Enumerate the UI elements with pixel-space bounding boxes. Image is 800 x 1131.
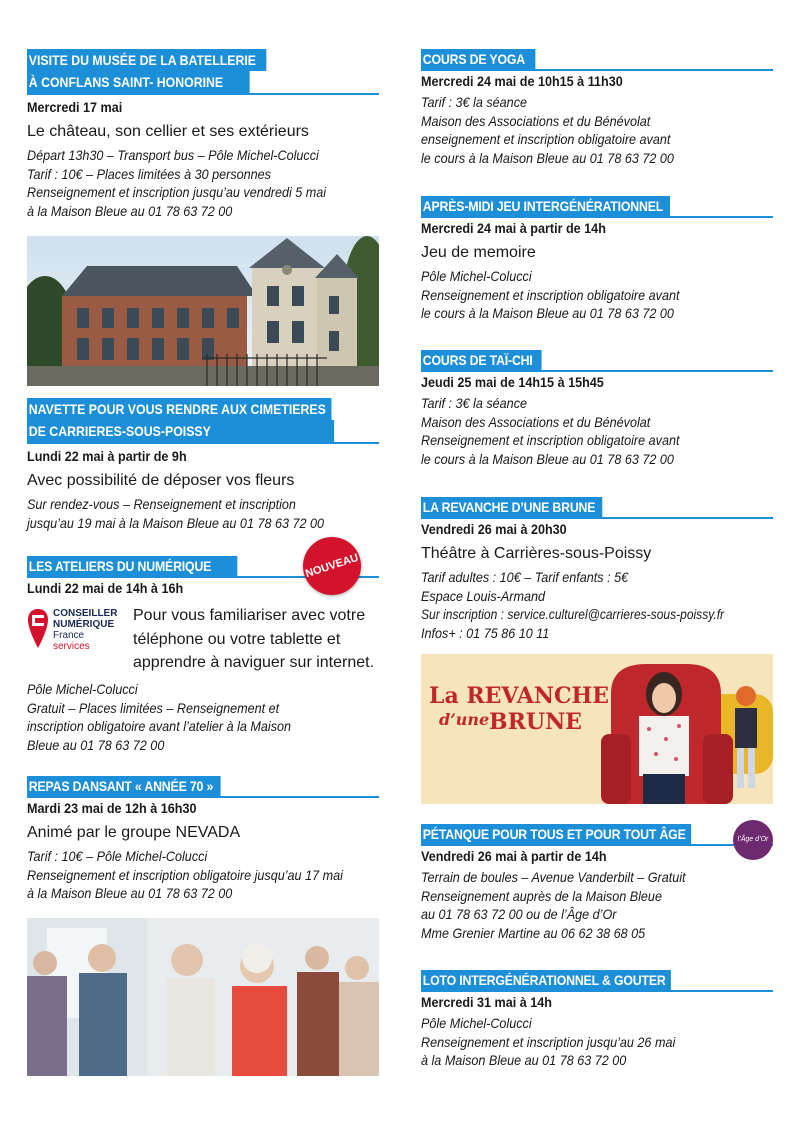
nouveau-badge: NOUVEAU <box>295 529 368 602</box>
event-info-line: Mme Grenier Martine au 06 62 38 68 05 <box>421 924 646 941</box>
event-info-line: inscription obligatoire avant l’atelier à la Maison <box>27 718 292 734</box>
event-subtitle: Le château, son cellier et ses extérieurs <box>27 123 309 140</box>
event-info-line: Tarif : 3€ la séance <box>421 395 528 411</box>
event-info-line: Renseignement et inscription jusqu’au 26 mai <box>421 1033 676 1050</box>
event-musee-batellerie <box>27 49 379 220</box>
event-date: Mercredi 31 mai à 14h <box>421 994 552 1010</box>
event-repas-dansant <box>27 776 379 903</box>
event-date: Vendredi 26 mai à partir de 14h <box>421 848 607 864</box>
event-info-line: Renseignement et inscription obligatoire avant <box>421 286 680 303</box>
event-info-line: enseignement et inscription obligatoire avant <box>421 131 671 147</box>
event-info-line: Sur inscription : service.culturel@carrieres-sous-poissy.fr <box>421 606 725 622</box>
conseiller-numerique-logo <box>27 608 117 652</box>
description-line: téléphone ou votre tablette et <box>133 630 341 648</box>
event-header <box>27 776 379 796</box>
event-info-line: Tarif : 10€ – Places limitées à 30 personnes <box>27 165 271 182</box>
event-subtitle: Avec possibilité de déposer vos fleurs <box>27 472 295 489</box>
event-petanque <box>421 824 773 942</box>
event-info-line: Départ 13h30 – Transport bus – Pôle Michel-Colucci <box>27 147 319 163</box>
event-header <box>27 49 379 94</box>
event-title: PÉTANQUE POUR TOUS ET POUR TOUT ÂGE <box>421 824 691 844</box>
logo-text: NUMÉRIQUE <box>53 619 115 630</box>
event-info-line: le cours à la Maison Bleue au 01 78 63 72 00 <box>421 305 674 321</box>
event-date: Jeudi 25 mai de 14h15 à 15h45 <box>421 374 604 390</box>
event-title: REPAS DANSANT « ANNÉE 70 » <box>27 776 220 796</box>
event-title: LES ATELIERS DU NUMÉRIQUE <box>27 556 238 576</box>
logo-text: France <box>53 630 85 641</box>
event-navette-cimetieres <box>27 398 379 532</box>
event-header <box>421 824 773 844</box>
event-info-line: Terrain de boules – Avenue Vanderbilt – Gratuit <box>421 869 686 885</box>
event-title: LOTO INTERGÉNÉRATIONNEL & GOUTER <box>421 970 671 990</box>
event-tai-chi <box>421 350 773 468</box>
event-info-line: Gratuit – Places limitées – Renseignement et <box>27 699 280 716</box>
event-jeu-intergenerationnel <box>421 196 773 323</box>
event-revanche-brune <box>421 497 773 642</box>
poster-title-line: BRUNE <box>489 709 582 735</box>
event-title-line2: DE CARRIERES-SOUS-POISSY <box>27 420 334 442</box>
event-date: Mercredi 24 mai à partir de 14h <box>421 220 606 236</box>
event-title: APRÈS-MIDI JEU INTERGÉNÉRATIONNEL <box>421 196 670 216</box>
event-subtitle: Animé par le groupe NEVADA <box>27 824 241 841</box>
logo-text: services <box>53 641 90 652</box>
event-title-line1: NAVETTE POUR VOUS RENDRE AUX CIMETIERES <box>27 398 331 420</box>
chateau-photo <box>27 236 379 386</box>
event-info-line: le cours à la Maison Bleue au 01 78 63 72 00 <box>421 450 674 467</box>
event-header <box>421 970 773 990</box>
atelier-description <box>133 604 374 675</box>
age-dor-logo: l’Âge d’Or <box>733 820 773 860</box>
event-info-line: le cours à la Maison Bleue au 01 78 63 72 00 <box>421 149 674 166</box>
event-info-line: Tarif adultes : 10€ – Tarif enfants : 5€ <box>421 569 629 585</box>
dancing-seniors-photo <box>27 918 379 1076</box>
event-info-line: Pôle Michel-Colucci <box>421 1015 532 1031</box>
event-title-line2: À CONFLANS SAINT- HONORINE <box>27 71 250 93</box>
event-title-line1: VISITE DU MUSÉE DE LA BATELLERIE <box>27 49 267 71</box>
event-info-line: Espace Louis-Armand <box>421 587 545 604</box>
event-info-line: jusqu’au 19 mai à la Maison Bleue au 01 78 63 72 00 <box>27 514 325 531</box>
event-date: Vendredi 26 mai à 20h30 <box>421 521 567 537</box>
description-line: apprendre à naviguer sur internet. <box>133 654 375 671</box>
event-info-line: Infos+ : 01 75 86 10 11 <box>421 624 550 641</box>
event-date: Lundi 22 mai de 14h à 16h <box>27 580 184 596</box>
event-date: Mardi 23 mai de 12h à 16h30 <box>27 800 197 816</box>
event-subtitle: Théâtre à Carrières-sous-Poissy <box>421 545 652 562</box>
description-line: Pour vous familiariser avec votre <box>133 607 366 624</box>
event-info-line: Renseignement et inscription jusqu’au vendredi 5 mai <box>27 184 327 200</box>
event-info-line: Renseignement auprès de la Maison Bleue <box>421 887 662 904</box>
event-header <box>27 398 379 443</box>
event-info-line: Pôle Michel-Colucci <box>421 268 532 284</box>
event-title: COURS DE YOGA <box>421 49 536 69</box>
event-yoga <box>421 49 773 167</box>
event-info-line: Sur rendez-vous – Renseignement et inscription <box>27 496 296 512</box>
map-pin-icon <box>27 608 49 650</box>
event-subtitle: Jeu de memoire <box>421 244 536 261</box>
event-info-line: au 01 78 63 72 00 ou de l’Âge d’Or <box>421 906 617 922</box>
event-info-line: Maison des Associations et du Bénévolat <box>421 112 651 129</box>
revanche-poster <box>421 654 773 804</box>
event-info-line: Tarif : 10€ – Pôle Michel-Colucci <box>27 848 208 864</box>
event-date: Lundi 22 mai à partir de 9h <box>27 448 187 464</box>
event-header <box>421 350 773 370</box>
event-header <box>421 497 773 517</box>
event-date: Mercredi 24 mai de 10h15 à 11h30 <box>421 73 623 89</box>
event-title: COURS DE TAÏ-CHI <box>421 350 541 370</box>
event-info-line: Tarif : 3€ la séance <box>421 94 528 110</box>
event-info-line: Renseignement et inscription obligatoire avant <box>421 432 680 448</box>
poster-title-line: La REVANCHE <box>429 683 610 709</box>
event-date: Mercredi 17 mai <box>27 99 123 115</box>
event-loto <box>421 970 773 1070</box>
event-info-line: Bleue au 01 78 63 72 00 <box>27 736 165 753</box>
event-info-line: Maison des Associations et du Bénévolat <box>421 413 651 430</box>
poster-title <box>429 684 609 734</box>
event-header <box>421 196 773 216</box>
event-info-line: à la Maison Bleue au 01 78 63 72 00 <box>421 1052 627 1068</box>
poster-title-line: d’une <box>439 710 490 729</box>
logo-text: CONSEILLER <box>53 608 118 619</box>
event-info-line: à la Maison Bleue au 01 78 63 72 00 <box>27 202 233 219</box>
event-info-line: Pôle Michel-Colucci <box>27 681 138 697</box>
event-info-line: à la Maison Bleue au 01 78 63 72 00 <box>27 885 233 901</box>
event-title: LA REVANCHE D’UNE BRUNE <box>421 497 602 517</box>
event-header <box>421 49 773 69</box>
event-info-line: Renseignement et inscription obligatoire jusqu’au 17 mai <box>27 866 343 883</box>
